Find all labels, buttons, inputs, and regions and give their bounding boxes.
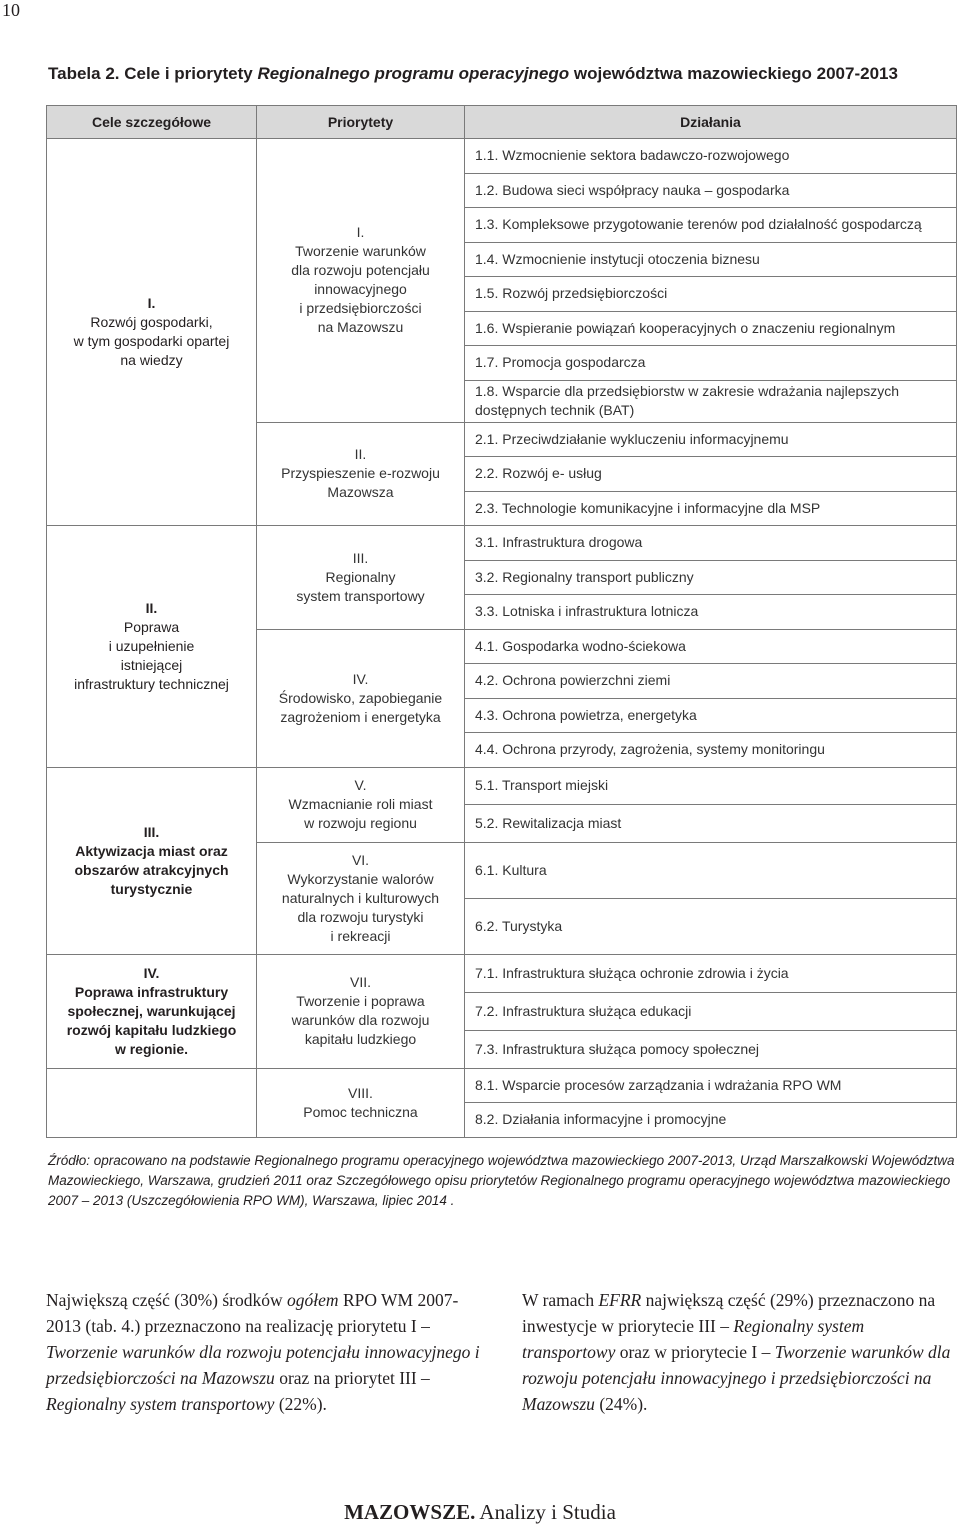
text: oraz w priorytecie I – xyxy=(615,1342,775,1362)
priority-7-line: Tworzenie i poprawa xyxy=(296,993,425,1009)
action-1-2: 1.2. Budowa sieci współpracy nauka – gospodarka xyxy=(465,173,957,208)
action-5-1: 5.1. Transport miejski xyxy=(465,767,957,805)
text: (24%). xyxy=(594,1394,648,1414)
goal-4-line: Poprawa infrastruktury xyxy=(74,983,229,1000)
action-1-6: 1.6. Wspieranie powiązań kooperacyjnych o znaczeniu regionalnym xyxy=(465,311,957,346)
emphasis: Regionalny system transportowy xyxy=(46,1394,275,1414)
table-row xyxy=(47,767,957,805)
action-2-1: 2.1. Przeciwdziałanie wykluczeniu informacyjnemu xyxy=(465,422,957,457)
priority-3-number: III. xyxy=(352,549,369,566)
text: największą część (29%) przeznaczono na inwestycje w priorytecie III – xyxy=(522,1290,936,1336)
action-7-3: 7.3. Infrastruktura służąca pomocy społecznej xyxy=(465,1030,957,1068)
table-row xyxy=(47,139,957,174)
priority-4-cell xyxy=(257,629,465,767)
goal-3-cell xyxy=(47,767,257,954)
goal-3-line: turystycznie xyxy=(110,880,193,897)
table-row xyxy=(47,526,957,561)
priority-7-number: VII. xyxy=(349,974,371,990)
action-4-3: 4.3. Ochrona powietrza, energetyka xyxy=(465,698,957,733)
table-title xyxy=(48,64,898,84)
action-1-4: 1.4. Wzmocnienie instytucji otoczenia biznesu xyxy=(465,242,957,277)
table-header-row xyxy=(47,106,957,139)
goal-3-line: Aktywizacja miast oraz xyxy=(75,842,228,859)
table-row xyxy=(47,954,957,992)
priority-1-line: innowacyjnego xyxy=(314,281,407,298)
page-number: 10 xyxy=(2,0,20,20)
text: (22%). xyxy=(274,1394,327,1414)
emphasis: EFRR xyxy=(598,1290,642,1310)
body-paragraph-right xyxy=(522,1287,958,1417)
priority-4-number: IV. xyxy=(352,670,369,687)
priority-3-line: system transportowy xyxy=(296,587,425,604)
priorities-table xyxy=(46,105,957,1138)
priority-2-line: Przyspieszenie e-rozwoju xyxy=(281,465,440,482)
action-2-3: 2.3. Technologie komunikacyjne i informacyjne dla MSP xyxy=(465,491,957,526)
goal-1-line: w tym gospodarki opartej xyxy=(73,333,230,349)
footer-title: MAZOWSZE. xyxy=(344,1500,476,1524)
priority-5-line: w rozwoju regionu xyxy=(304,815,417,831)
goal-3-number: III. xyxy=(143,823,160,840)
action-5-2: 5.2. Rewitalizacja miast xyxy=(465,805,957,843)
action-1-1: 1.1. Wzmocnienie sektora badawczo-rozwojowego xyxy=(465,139,957,174)
emphasis: Tworzenie warunków dla rozwoju potencjału innowacyjnego i przedsiębiorczości na Mazowszu xyxy=(46,1342,480,1388)
text: oraz na priorytet III – xyxy=(274,1368,430,1388)
goal-4-line: rozwój kapitału ludzkiego xyxy=(66,1021,237,1038)
priority-6-number: VI. xyxy=(351,851,370,868)
goal-2-cell xyxy=(47,526,257,768)
priority-1-line: na Mazowszu xyxy=(317,319,404,336)
action-6-1: 6.1. Kultura xyxy=(465,842,957,898)
header-priorities: Priorytety xyxy=(257,106,465,139)
action-4-1: 4.1. Gospodarka wodno-ściekowa xyxy=(465,629,957,664)
emphasis: Regionalny system transportowy xyxy=(522,1316,865,1362)
goal-1-line: na wiedzy xyxy=(120,352,183,368)
priority-8-line: Pomoc techniczna xyxy=(303,1103,418,1120)
priority-8-cell xyxy=(257,1068,465,1137)
goal-1-number: I. xyxy=(147,295,156,311)
priority-1-line: Tworzenie warunków xyxy=(295,243,426,260)
action-1-5: 1.5. Rozwój przedsiębiorczości xyxy=(465,277,957,312)
action-1-8-line: 1.8. Wsparcie dla przedsiębiorstw w zakresie wdrażania najlepszych xyxy=(475,383,900,399)
action-3-2: 3.2. Regionalny transport publiczny xyxy=(465,560,957,595)
action-1-8 xyxy=(465,380,957,422)
priority-7-line: warunków dla rozwoju xyxy=(291,1012,430,1028)
action-7-1: 7.1. Infrastruktura służąca ochronie zdrowia i życia xyxy=(465,954,957,992)
action-1-8-line: dostępnych technik (BAT) xyxy=(475,402,635,418)
action-6-2: 6.2. Turystyka xyxy=(465,898,957,954)
priority-6-cell xyxy=(257,842,465,954)
priority-2-line: Mazowsza xyxy=(327,484,394,501)
action-4-4: 4.4. Ochrona przyrody, zagrożenia, systemy monitoringu xyxy=(465,733,957,768)
table-title-italic: Regionalnego programu operacyjnego xyxy=(257,64,570,83)
priority-6-line: i rekreacji xyxy=(330,927,391,944)
page-footer xyxy=(0,1500,960,1525)
goal-2-line: i uzupełnienie xyxy=(108,637,195,654)
table-title-suffix: województwa mazowieckiego 2007-2013 xyxy=(569,64,898,83)
action-4-2: 4.2. Ochrona powierzchni ziemi xyxy=(465,664,957,699)
priority-4-line: zagrożeniom i energetyka xyxy=(280,708,441,725)
action-7-2: 7.2. Infrastruktura służąca edukacji xyxy=(465,992,957,1030)
action-8-1: 8.1. Wsparcie procesów zarządzania i wdrażania RPO WM xyxy=(465,1068,957,1103)
goal-1-line: Rozwój gospodarki, xyxy=(90,314,213,330)
priority-7-cell xyxy=(257,954,465,1068)
priority-6-line: Wykorzystanie walorów xyxy=(287,870,434,887)
goal-4-line: w regionie. xyxy=(114,1040,189,1057)
priority-3-line: Regionalny xyxy=(325,568,396,585)
goal-4-cell xyxy=(47,954,257,1068)
header-goals: Cele szczegółowe xyxy=(47,106,257,139)
goal-4-line: społecznej, warunkującej xyxy=(67,1002,236,1019)
goal-empty-cell xyxy=(47,1068,257,1137)
header-actions: Działania xyxy=(465,106,957,139)
text: RPO WM 2007-2013 (tab. 4.) przeznaczono na realizację priorytetu I – xyxy=(46,1290,459,1336)
text: Największą część (30%) środków xyxy=(46,1290,288,1310)
source-note: Źródło: opracowano na podstawie Regionalnego programu operacyjnego województwa mazowieckiego 2007-2013, Urząd Marszałkowski Województwa Mazowieckiego, Warszawa, grudzień 2011 oraz Szczegółowego opisu priorytetów Regionalnego programu operacyjnego województwa mazowieckiego 2007 – 2013 (Uszczegółowienia RPO WM), Warszawa, lipiec 2014 . xyxy=(48,1153,955,1208)
goal-2-number: II. xyxy=(145,599,158,616)
priority-3-cell xyxy=(257,526,465,630)
action-3-3: 3.3. Lotniska i infrastruktura lotnicza xyxy=(465,595,957,630)
emphasis: Tworzenie warunków dla rozwoju potencjału innowacyjnego i przedsiębiorczości na Mazowszu xyxy=(522,1342,951,1414)
priority-6-line: dla rozwoju turystyki xyxy=(297,908,424,925)
table-row xyxy=(47,1068,957,1103)
action-2-2: 2.2. Rozwój e- usług xyxy=(465,457,957,492)
body-paragraph-left xyxy=(46,1287,480,1417)
emphasis: ogółem xyxy=(287,1290,339,1310)
action-3-1: 3.1. Infrastruktura drogowa xyxy=(465,526,957,561)
priority-6-line: naturalnych i kulturowych xyxy=(281,889,440,906)
priority-4-line: Środowisko, zapobieganie xyxy=(278,689,443,706)
priority-5-cell xyxy=(257,767,465,842)
priority-1-cell xyxy=(257,139,465,423)
priority-2-number: II. xyxy=(354,446,367,463)
text: W ramach xyxy=(522,1290,599,1310)
goal-2-line: infrastruktury technicznej xyxy=(74,675,229,692)
action-8-2: 8.2. Działania informacyjne i promocyjne xyxy=(465,1103,957,1138)
priority-1-number: I. xyxy=(356,224,365,241)
action-1-3: 1.3. Kompleksowe przygotowanie terenów pod działalność gospodarczą xyxy=(465,208,957,243)
priority-2-cell xyxy=(257,422,465,526)
priority-5-number: V. xyxy=(354,777,367,793)
goal-2-line: istniejącej xyxy=(120,656,183,673)
action-1-7: 1.7. Promocja gospodarcza xyxy=(465,346,957,381)
priority-8-number: VIII. xyxy=(348,1084,373,1101)
priority-5-line: Wzmacnianie roli miast xyxy=(288,796,433,812)
goal-3-line: obszarów atrakcyjnych xyxy=(74,861,229,878)
priority-7-line: kapitału ludzkiego xyxy=(304,1031,417,1047)
goal-1-cell xyxy=(47,139,257,526)
goal-4-number: IV. xyxy=(143,964,160,981)
priority-1-line: dla rozwoju potencjału xyxy=(291,262,430,279)
footer-subtitle: Analizy i Studia xyxy=(475,1500,616,1524)
priority-1-line: i przedsiębiorczości xyxy=(299,300,422,317)
table-title-prefix: Tabela 2. Cele i priorytety xyxy=(48,64,258,83)
goal-2-line: Poprawa xyxy=(123,618,180,635)
